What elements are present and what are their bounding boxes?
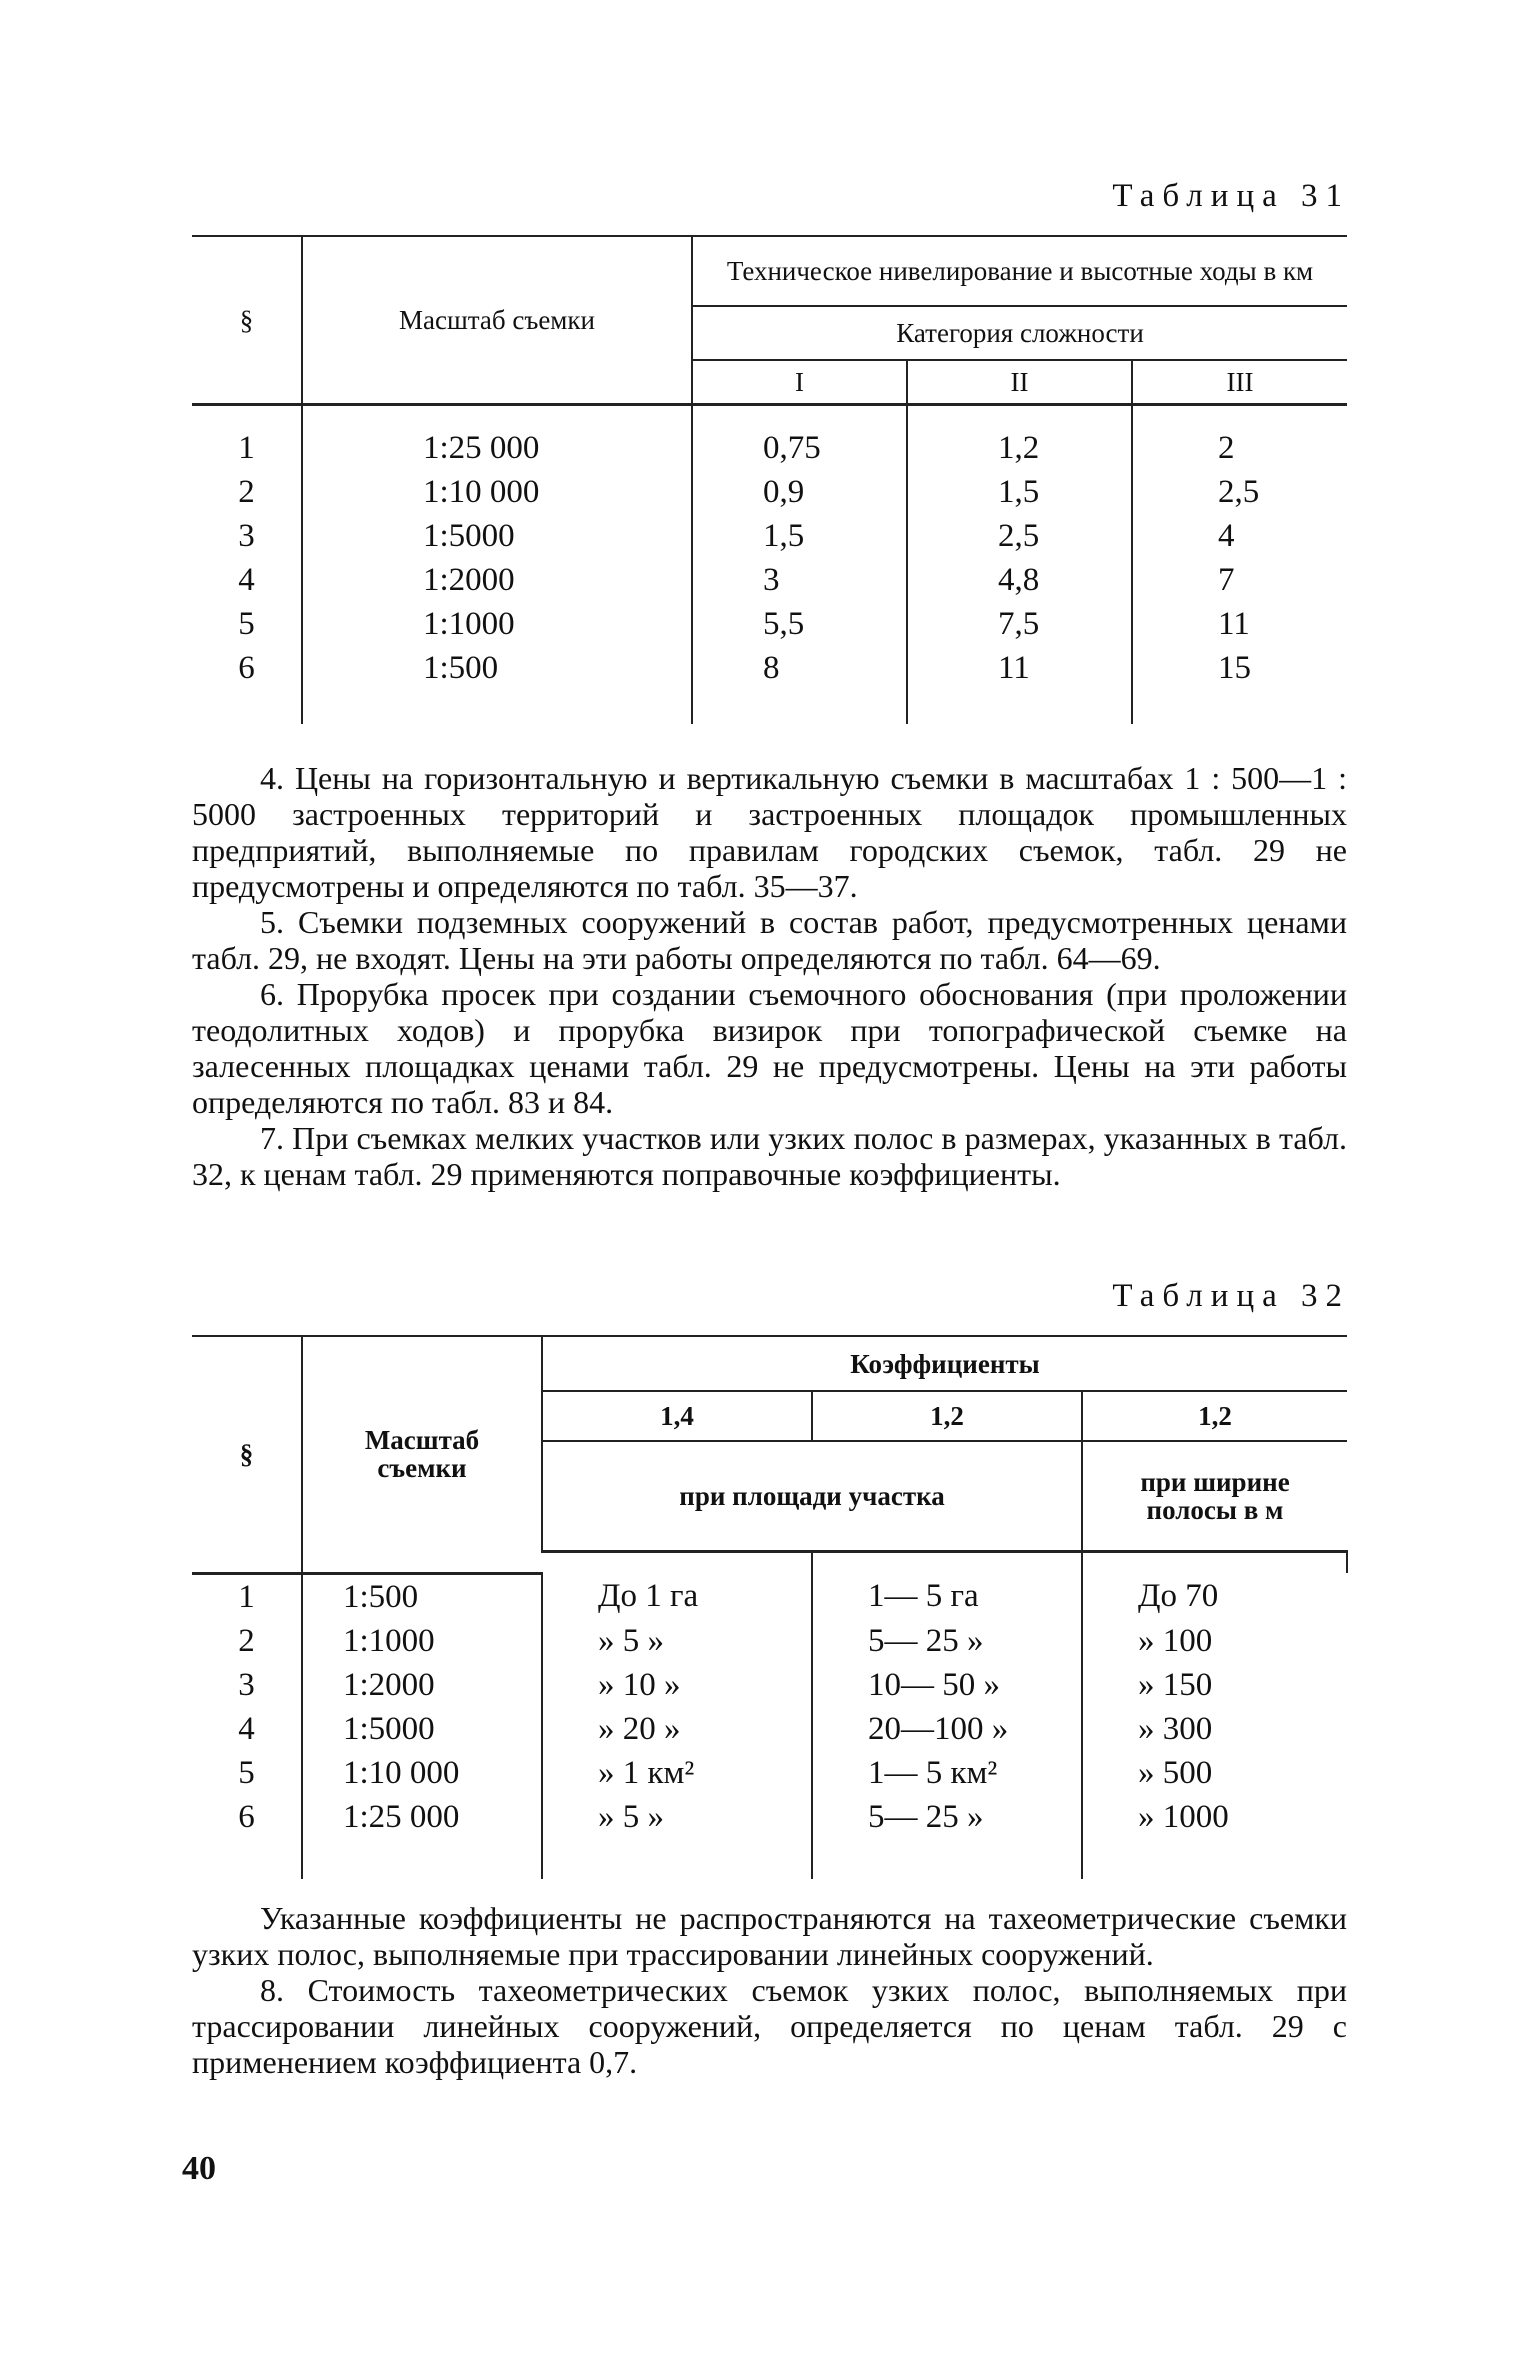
- paragraph-note-text: Указанные коэффициенты не распространяются на тахеометрические съемки узких полос, выполняемые при трассировании линейных сооружений.: [192, 1900, 1347, 1972]
- t32-cell-scale: 1:500: [302, 1573, 542, 1619]
- t31-cell-scale: 1:2000: [302, 558, 692, 602]
- t31-cell-cat-3: 7: [1132, 558, 1347, 602]
- table-31: [192, 235, 1347, 724]
- t32-cell-area-1: До 1 га: [542, 1573, 812, 1619]
- t31-cell-cat-1: 1,5: [692, 514, 907, 558]
- table-32-caption: Таблица 32: [1112, 1278, 1350, 1314]
- t32-cell-area-1: » 1 км²: [542, 1751, 812, 1795]
- t31-cell-cat-3: 2: [1132, 426, 1347, 470]
- paragraph-6-text: 6. Прорубка просек при создании съемочного обоснования (при проложении теодолитных ходов) и прорубка визирок при топографической съемке на залесенных площадках ценами табл. 29 не предусмотрены. Цены на эти работы определяются по табл. 83 и 84.: [192, 976, 1347, 1120]
- t31-cell-scale: 1:5000: [302, 514, 692, 558]
- t31-cell-scale: 1:10 000: [302, 470, 692, 514]
- t32-head-group: Коэффициенты: [542, 1336, 1347, 1391]
- paragraph-4: [192, 760, 1347, 904]
- t32-head-area: при площади участка: [542, 1441, 1082, 1551]
- t31-cell-cat-3: 15: [1132, 646, 1347, 690]
- table-31-caption: Таблица 31: [1112, 178, 1350, 214]
- t31-cell-cat-2: 11: [907, 646, 1132, 690]
- table-row: [192, 1663, 1347, 1707]
- t32-cell-strip: » 100: [1082, 1619, 1347, 1663]
- t32-cell-scale: 1:10 000: [302, 1751, 542, 1795]
- t32-head-scale: Масштаб съемки: [302, 1336, 542, 1573]
- t31-cell-cat-1: 0,75: [692, 426, 907, 470]
- text-block-1: [192, 760, 1347, 1192]
- t32-head-coef-1: 1,4: [542, 1391, 812, 1441]
- t32-cell-area-2: 10— 50 »: [812, 1663, 1082, 1707]
- t32-cell-scale: 1:2000: [302, 1663, 542, 1707]
- t32-cell-scale: 1:25 000: [302, 1795, 542, 1839]
- table-row: [192, 1573, 1347, 1619]
- t32-cell-area-1: » 5 »: [542, 1619, 812, 1663]
- paragraph-7: [192, 1120, 1347, 1192]
- t32-cell-section: 2: [238, 1622, 255, 1659]
- t32-cell-strip: » 300: [1082, 1707, 1347, 1751]
- t31-head-cat-1: I: [692, 360, 907, 404]
- t31-cell-cat-1: 3: [692, 558, 907, 602]
- paragraph-6: [192, 976, 1347, 1120]
- t31-cell-section: 1: [238, 430, 255, 466]
- t31-cell-section: 3: [238, 518, 255, 554]
- t32-cell-strip: » 150: [1082, 1663, 1347, 1707]
- text-block-2: [192, 1900, 1347, 2080]
- paragraph-8-text: 8. Стоимость тахеометрических съемок узких полос, выполняемых при трассировании линейных сооружений, определяется по ценам табл. 29 с применением коэффициента 0,7.: [192, 1972, 1347, 2080]
- t32-cell-strip: » 1000: [1082, 1795, 1347, 1839]
- t32-head-section: §: [192, 1336, 302, 1573]
- t31-cell-cat-1: 0,9: [692, 470, 907, 514]
- t32-cell-area-1: » 10 »: [542, 1663, 812, 1707]
- t31-head-cat-3: III: [1132, 360, 1347, 404]
- t31-cell-cat-1: 5,5: [692, 602, 907, 646]
- t32-head-coef-2: 1,2: [812, 1391, 1082, 1441]
- table-row: [192, 1707, 1347, 1751]
- t32-cell-scale: 1:5000: [302, 1707, 542, 1751]
- t32-cell-section: 1: [238, 1578, 255, 1615]
- t31-cell-section: 6: [238, 650, 255, 686]
- t31-cell-cat-2: 1,5: [907, 470, 1132, 514]
- t32-cell-section: 5: [238, 1754, 255, 1791]
- t32-cell-section: 3: [238, 1666, 255, 1703]
- t31-cell-scale: 1:25 000: [302, 426, 692, 470]
- t32-cell-area-2: 1— 5 га: [812, 1573, 1082, 1619]
- table-row: [192, 470, 1347, 514]
- t32-cell-area-2: 20—100 »: [812, 1707, 1082, 1751]
- table-row: [192, 646, 1347, 690]
- paragraph-8: [192, 1972, 1347, 2080]
- table-row: [192, 1751, 1347, 1795]
- table-row: [192, 602, 1347, 646]
- paragraph-5: [192, 904, 1347, 976]
- t32-cell-area-1: » 5 »: [542, 1795, 812, 1839]
- t32-cell-section: 6: [238, 1798, 255, 1835]
- t31-head-section: §: [192, 236, 302, 404]
- t31-head-group: Техническое нивелирование и высотные ходы в км: [692, 236, 1347, 306]
- t32-cell-area-2: 5— 25 »: [812, 1795, 1082, 1839]
- t31-cell-scale: 1:1000: [302, 602, 692, 646]
- t32-cell-area-1: » 20 »: [542, 1707, 812, 1751]
- paragraph-7-text: 7. При съемках мелких участков или узких полос в размерах, указанных в табл. 32, к ценам табл. 29 применяются поправочные коэффициенты.: [192, 1120, 1347, 1192]
- page-number: 40: [182, 2150, 216, 2187]
- table-row: [192, 514, 1347, 558]
- table-row: [192, 1795, 1347, 1839]
- t32-cell-strip: » 500: [1082, 1751, 1347, 1795]
- t31-cell-cat-2: 2,5: [907, 514, 1132, 558]
- t31-head-scale: Масштаб съемки: [302, 236, 692, 404]
- t31-cell-cat-3: 11: [1132, 602, 1347, 646]
- t31-head-category: Категория сложности: [692, 306, 1347, 360]
- t31-cell-cat-2: 1,2: [907, 426, 1132, 470]
- t32-cell-area-2: 1— 5 км²: [812, 1751, 1082, 1795]
- t31-head-cat-2: II: [907, 360, 1132, 404]
- table-32: [192, 1335, 1347, 1879]
- t32-cell-area-2: 5— 25 »: [812, 1619, 1082, 1663]
- table-row: [192, 426, 1347, 470]
- t32-head-coef-3: 1,2: [1082, 1391, 1347, 1441]
- t31-cell-section: 5: [238, 606, 255, 642]
- paragraph-note: [192, 1900, 1347, 1972]
- t31-cell-section: 2: [238, 474, 255, 510]
- table-row: [192, 558, 1347, 602]
- t31-cell-cat-3: 2,5: [1132, 470, 1347, 514]
- paragraph-4-text: 4. Цены на горизонтальную и вертикальную съемки в масштабах 1 : 500—1 : 5000 застроенных территорий и застроенных площадок промышленных предприятий, выполняемые по правилам городских съемок, табл. 29 не предусмотрены и определяются по табл. 35—37.: [192, 760, 1347, 904]
- t31-cell-scale: 1:500: [302, 646, 692, 690]
- t31-cell-cat-1: 8: [692, 646, 907, 690]
- t31-cell-section: 4: [238, 562, 255, 598]
- table-row: [192, 1619, 1347, 1663]
- t31-cell-cat-2: 4,8: [907, 558, 1132, 602]
- t31-cell-cat-3: 4: [1132, 514, 1347, 558]
- t32-cell-scale: 1:1000: [302, 1619, 542, 1663]
- t32-head-strip: при ширине полосы в м: [1082, 1441, 1347, 1551]
- t31-cell-cat-2: 7,5: [907, 602, 1132, 646]
- t32-cell-section: 4: [238, 1710, 255, 1747]
- t32-cell-strip: До 70: [1082, 1573, 1347, 1619]
- paragraph-5-text: 5. Съемки подземных сооружений в состав работ, предусмотренных ценами табл. 29, не входят. Цены на эти работы определяются по табл. 64—69.: [192, 904, 1347, 976]
